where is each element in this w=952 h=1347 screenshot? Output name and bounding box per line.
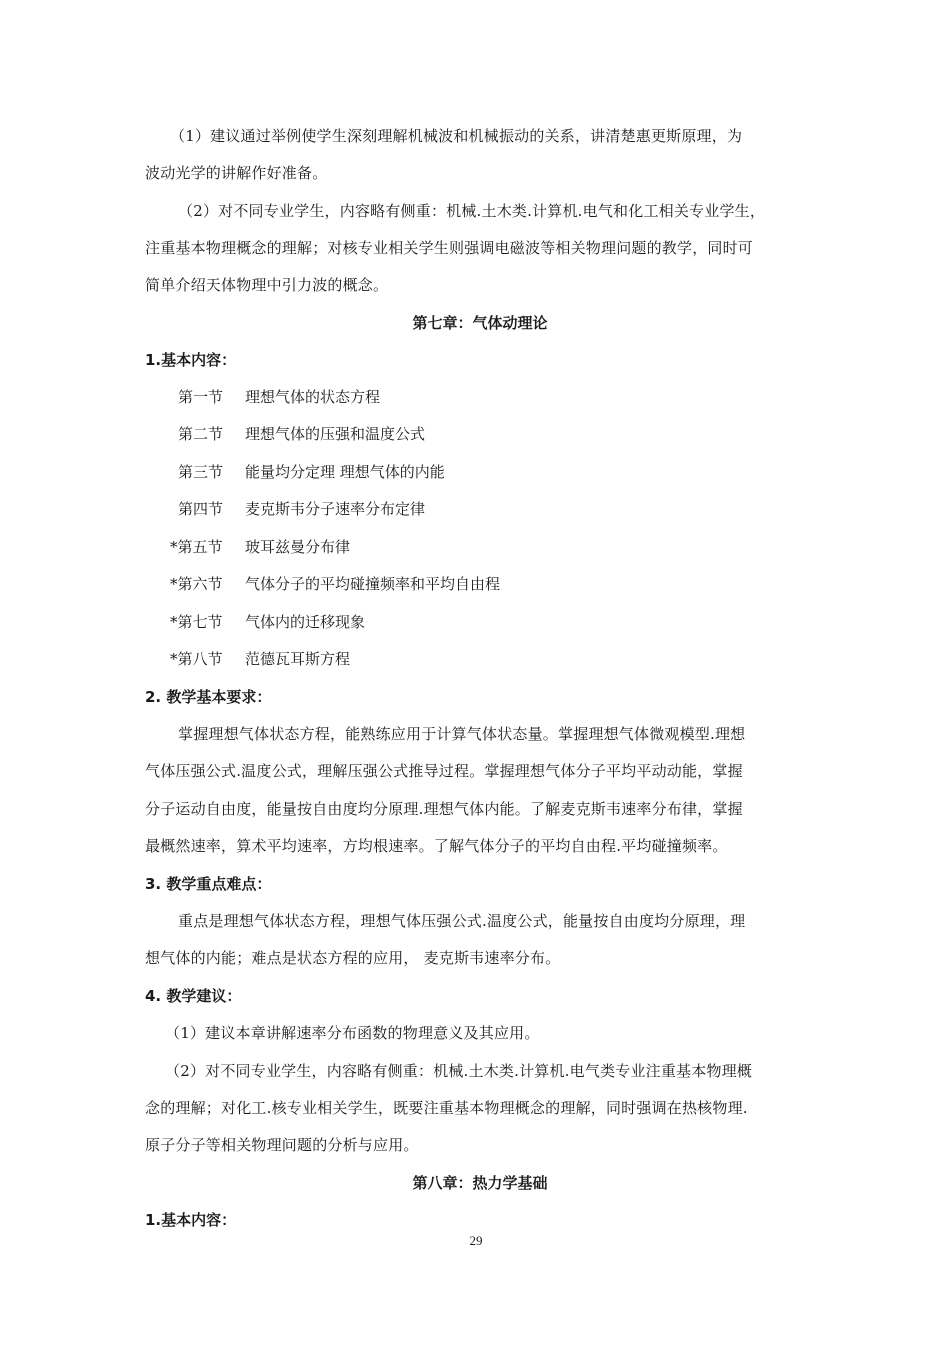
section-number: *第六节 bbox=[170, 575, 223, 593]
section-row bbox=[178, 424, 425, 444]
suggestion-2-line: 原子分子等相关物理问题的分析与应用。 bbox=[145, 1136, 419, 1154]
chapter-7-key-points-heading: 3. 教学重点难点： bbox=[145, 875, 272, 893]
section-row bbox=[178, 387, 380, 407]
section-row bbox=[170, 537, 350, 557]
section-row bbox=[170, 612, 365, 632]
requirements-line: 掌握理想气体状态方程，能熟练应用于计算气体状态量。掌握理想气体微观模型.理想 bbox=[178, 725, 746, 743]
chapter-8-basic-content-heading: 1.基本内容： bbox=[145, 1211, 237, 1229]
section-row bbox=[178, 499, 425, 519]
suggestion-2-line: （2）对不同专业学生，内容略有侧重：机械.土木类.计算机.电气类专业注重基本物理概 bbox=[165, 1062, 753, 1080]
suggestion-2-line: 念的理解；对化工.核专业相关学生，既要注重基本物理概念的理解，同时强调在热核物理. bbox=[145, 1099, 748, 1117]
section-number: 第二节 bbox=[178, 425, 224, 443]
section-row bbox=[178, 462, 445, 482]
section-title: 理想气体的压强和温度公式 bbox=[245, 425, 426, 443]
requirements-line: 气体压强公式.温度公式，理解压强公式推导过程。掌握理想气体分子平均平动动能，掌握 bbox=[145, 762, 743, 780]
section-row bbox=[170, 649, 350, 669]
section-number: 第一节 bbox=[178, 388, 224, 406]
section-title: 理想气体的状态方程 bbox=[245, 388, 381, 406]
section-number: 第三节 bbox=[178, 463, 224, 481]
key-points-line: 想气体的内能；难点是状态方程的应用， 麦克斯韦速率分布。 bbox=[145, 949, 561, 967]
section-title: 气体内的迁移现象 bbox=[245, 613, 366, 631]
chapter-7-requirements-heading: 2. 教学基本要求： bbox=[145, 688, 272, 706]
section-title: 玻耳兹曼分布律 bbox=[245, 538, 351, 556]
page-number: 29 bbox=[469, 1233, 483, 1248]
section-number: *第八节 bbox=[170, 650, 223, 668]
intro-paragraph-2-line-3: 简单介绍天体物理中引力波的概念。 bbox=[145, 276, 389, 294]
key-points-line: 重点是理想气体状态方程，理想气体压强公式.温度公式，能量按自由度均分原理，理 bbox=[178, 912, 746, 930]
section-row bbox=[170, 574, 500, 594]
requirements-line: 最概然速率，算术平均速率，方均根速率。了解气体分子的平均自由程.平均碰撞频率。 bbox=[145, 837, 728, 855]
requirements-line: 分子运动自由度，能量按自由度均分原理.理想气体内能。了解麦克斯韦速率分布律，掌握 bbox=[145, 800, 743, 818]
suggestion-1: （1）建议本章讲解速率分布函数的物理意义及其应用。 bbox=[165, 1024, 540, 1042]
section-title: 能量均分定理 理想气体的内能 bbox=[245, 463, 445, 481]
intro-paragraph-1-line-1: （1）建议通过举例使学生深刻理解机械波和机械振动的关系，讲清楚惠更斯原理，为 bbox=[170, 127, 743, 145]
chapter-7-suggestions-heading: 4. 教学建议： bbox=[145, 987, 242, 1005]
intro-paragraph-2-line-1: （2）对不同专业学生，内容略有侧重：机械.土木类.计算机.电气和化工相关专业学生， bbox=[178, 202, 766, 220]
section-number: 第四节 bbox=[178, 500, 224, 518]
section-title: 气体分子的平均碰撞频率和平均自由程 bbox=[245, 575, 501, 593]
section-title: 麦克斯韦分子速率分布定律 bbox=[245, 500, 426, 518]
section-title: 范德瓦耳斯方程 bbox=[245, 650, 351, 668]
chapter-7-title: 第七章：气体动理论 bbox=[412, 314, 548, 332]
intro-paragraph-1-line-2: 波动光学的讲解作好准备。 bbox=[145, 164, 328, 182]
chapter-7-basic-content-heading: 1.基本内容： bbox=[145, 351, 237, 369]
section-number: *第七节 bbox=[170, 613, 223, 631]
section-number: *第五节 bbox=[170, 538, 223, 556]
chapter-8-title: 第八章：热力学基础 bbox=[412, 1174, 548, 1192]
intro-paragraph-2-line-2: 注重基本物理概念的理解；对核专业相关学生则强调电磁波等相关物理问题的教学，同时可 bbox=[145, 239, 754, 257]
